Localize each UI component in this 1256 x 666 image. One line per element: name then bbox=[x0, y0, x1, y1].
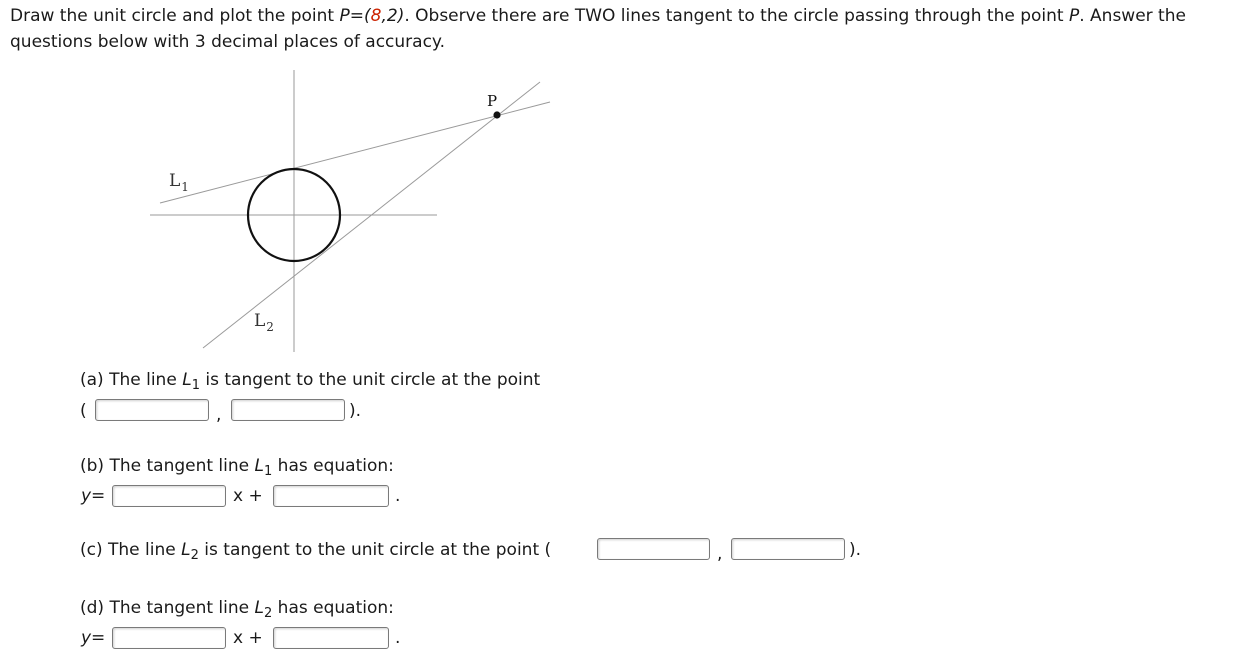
tangent-line-l1 bbox=[160, 102, 550, 203]
tangent-line-l1-slope-input[interactable] bbox=[112, 485, 226, 507]
question-a-comma: , bbox=[216, 405, 222, 425]
point-p-x-value: 8 bbox=[370, 6, 382, 26]
question-d-period: . bbox=[395, 628, 401, 648]
question-b-x-plus: x + bbox=[233, 486, 263, 506]
question-b-y-label: y= bbox=[81, 486, 106, 506]
question-c-text: (c) The line $L_2$ is tangent to the unit circle at the point ( bbox=[80, 540, 552, 563]
tangent-line-l2-intercept-input[interactable] bbox=[273, 627, 389, 649]
question-a-close-paren: ). bbox=[349, 401, 362, 421]
problem-statement: Draw the unit circle and plot the point P=(8,2). Observe there are TWO lines tangent to the circle passing through the point P. Answer the questions below with 3 decimal places of accuracy. bbox=[10, 6, 1186, 52]
point-p-label: P=(8,2) bbox=[339, 6, 405, 26]
question-d-x-plus: x + bbox=[233, 628, 263, 648]
question-a-text: (a) The line $L_1$ is tangent to the unit circle at the point bbox=[80, 370, 541, 393]
question-c-close-paren: ). bbox=[849, 540, 862, 560]
tangent-point-l1-y-input[interactable] bbox=[231, 399, 345, 421]
unit-circle-figure bbox=[0, 0, 600, 360]
tangent-point-l2-x-input[interactable] bbox=[597, 538, 710, 560]
tangent-line-l2-slope-input[interactable] bbox=[112, 627, 226, 649]
tangent-point-l2-y-input[interactable] bbox=[731, 538, 845, 560]
question-b-text: (b) The tangent line $L_1$ has equation: bbox=[80, 456, 394, 479]
tangent-point-l1-x-input[interactable] bbox=[95, 399, 209, 421]
point-p-marker bbox=[493, 111, 500, 118]
question-c-comma: , bbox=[717, 544, 723, 564]
question-d-text: (d) The tangent line $L_2$ has equation: bbox=[80, 598, 394, 621]
question-d-y-label: y= bbox=[81, 628, 106, 648]
tangent-line-l1-intercept-input[interactable] bbox=[273, 485, 389, 507]
question-b-period: . bbox=[395, 486, 401, 506]
line-l1-label: $L_1$ bbox=[169, 171, 189, 194]
line-l2-label: $L_2$ bbox=[254, 311, 274, 334]
question-a-open-paren: ( bbox=[80, 401, 87, 421]
point-p-text: P bbox=[487, 92, 498, 110]
